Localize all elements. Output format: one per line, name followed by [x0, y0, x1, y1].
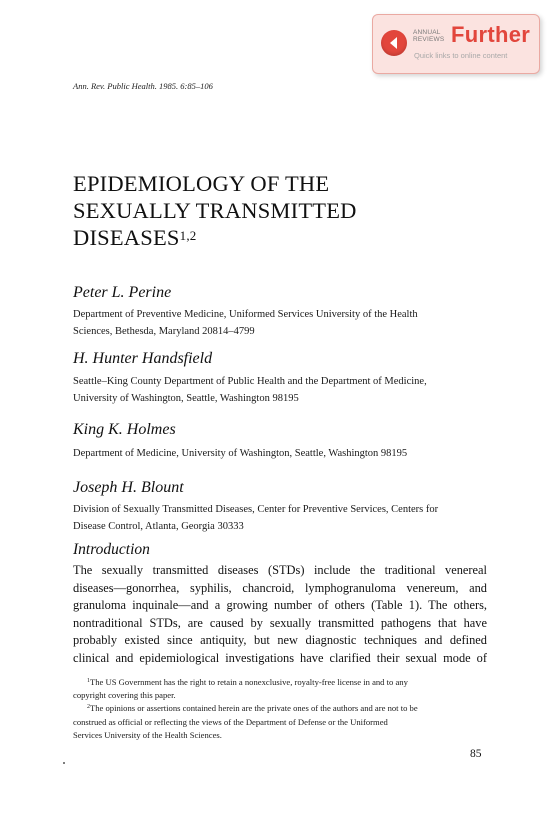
- author-affiliation: [73, 502, 488, 535]
- author-name: H. Hunter Handsfield: [73, 350, 213, 367]
- footnote-line: Services University of the Health Sciences.: [73, 729, 222, 740]
- affiliation-line: Department of Medicine, University of Washington, Seattle, Washington 98195: [73, 448, 408, 459]
- title-line: [73, 224, 493, 251]
- author-affiliation: [73, 307, 488, 340]
- author-name: Peter L. Perine: [73, 284, 172, 301]
- title-line: SEXUALLY TRANSMITTED: [73, 198, 357, 223]
- publisher-line-annual: ANNUAL: [413, 29, 441, 36]
- affiliation-line: Sciences, Bethesda, Maryland 20814–4799: [73, 325, 255, 337]
- body-line: clinical and epidemiological investigations have clarified their sexual mode of: [73, 650, 487, 665]
- scan-artifact-dot: [63, 762, 65, 764]
- affiliation-line: Division of Sexually Transmitted Diseases, Center for Preventive Services, Centers for: [73, 504, 439, 515]
- publisher-logo-text: [413, 29, 445, 43]
- journal-citation: Ann. Rev. Public Health. 1985. 6:85–106: [73, 81, 213, 91]
- introduction-paragraph: [73, 562, 487, 668]
- footnotes: [73, 676, 487, 742]
- affiliation-line: University of Washington, Seattle, Washington 98195: [73, 392, 299, 404]
- title-footnote-marker: 1,2: [179, 228, 197, 243]
- title-line: EPIDEMIOLOGY OF THE: [73, 171, 330, 196]
- author-affiliation: [73, 446, 488, 463]
- article-title: [73, 170, 493, 251]
- footnote-text: The US Government has the right to retain a nonexclusive, royalty-free license in and to any: [90, 677, 408, 687]
- affiliation-line: Seattle–King County Department of Public Health and the Department of Medicine,: [73, 376, 427, 387]
- footnote-line: construed as official or reflecting the views of the Department of Defense or the Uniformed: [73, 716, 388, 727]
- body-line: probably existed since antiquity, but new diagnostic techniques and defined: [73, 633, 487, 648]
- title-line-text: DISEASES: [73, 225, 180, 250]
- body-line: diseases—gonorrhea, syphilis, chancroid, lymphogranuloma venereum, and: [73, 580, 487, 595]
- badge-title: Further: [451, 22, 531, 47]
- author-name: Joseph H. Blount: [73, 479, 184, 496]
- publisher-line-reviews: REVIEWS: [413, 36, 445, 43]
- footnote-line: copyright covering this paper.: [73, 690, 176, 701]
- further-links-badge[interactable]: [372, 14, 540, 74]
- body-line: The sexually transmitted diseases (STDs) include the traditional venereal: [73, 563, 487, 577]
- body-line: nontraditional STDs, are caused by sexually transmitted pathogens that have: [73, 615, 487, 630]
- affiliation-line: Department of Preventive Medicine, Uniformed Services University of the Health: [73, 309, 418, 320]
- author-name: King K. Holmes: [73, 421, 176, 438]
- play-arrow-icon: [381, 30, 407, 56]
- page-number: 85: [470, 748, 482, 760]
- footnote-marker: 1: [87, 678, 90, 684]
- affiliation-line: Disease Control, Atlanta, Georgia 30333: [73, 520, 244, 532]
- footnote-marker: 2: [87, 704, 90, 711]
- body-line: granuloma inquinale—and a growing number of others (Table 1). The others,: [73, 598, 487, 613]
- author-affiliation: [73, 374, 488, 407]
- badge-subtitle: Quick links to online content: [414, 51, 508, 60]
- footnote-text: The opinions or assertions contained herein are the private ones of the authors and are not to be: [90, 703, 418, 714]
- footnote-2: [73, 702, 487, 715]
- section-heading-introduction: Introduction: [73, 541, 150, 558]
- footnote-1: [73, 676, 487, 689]
